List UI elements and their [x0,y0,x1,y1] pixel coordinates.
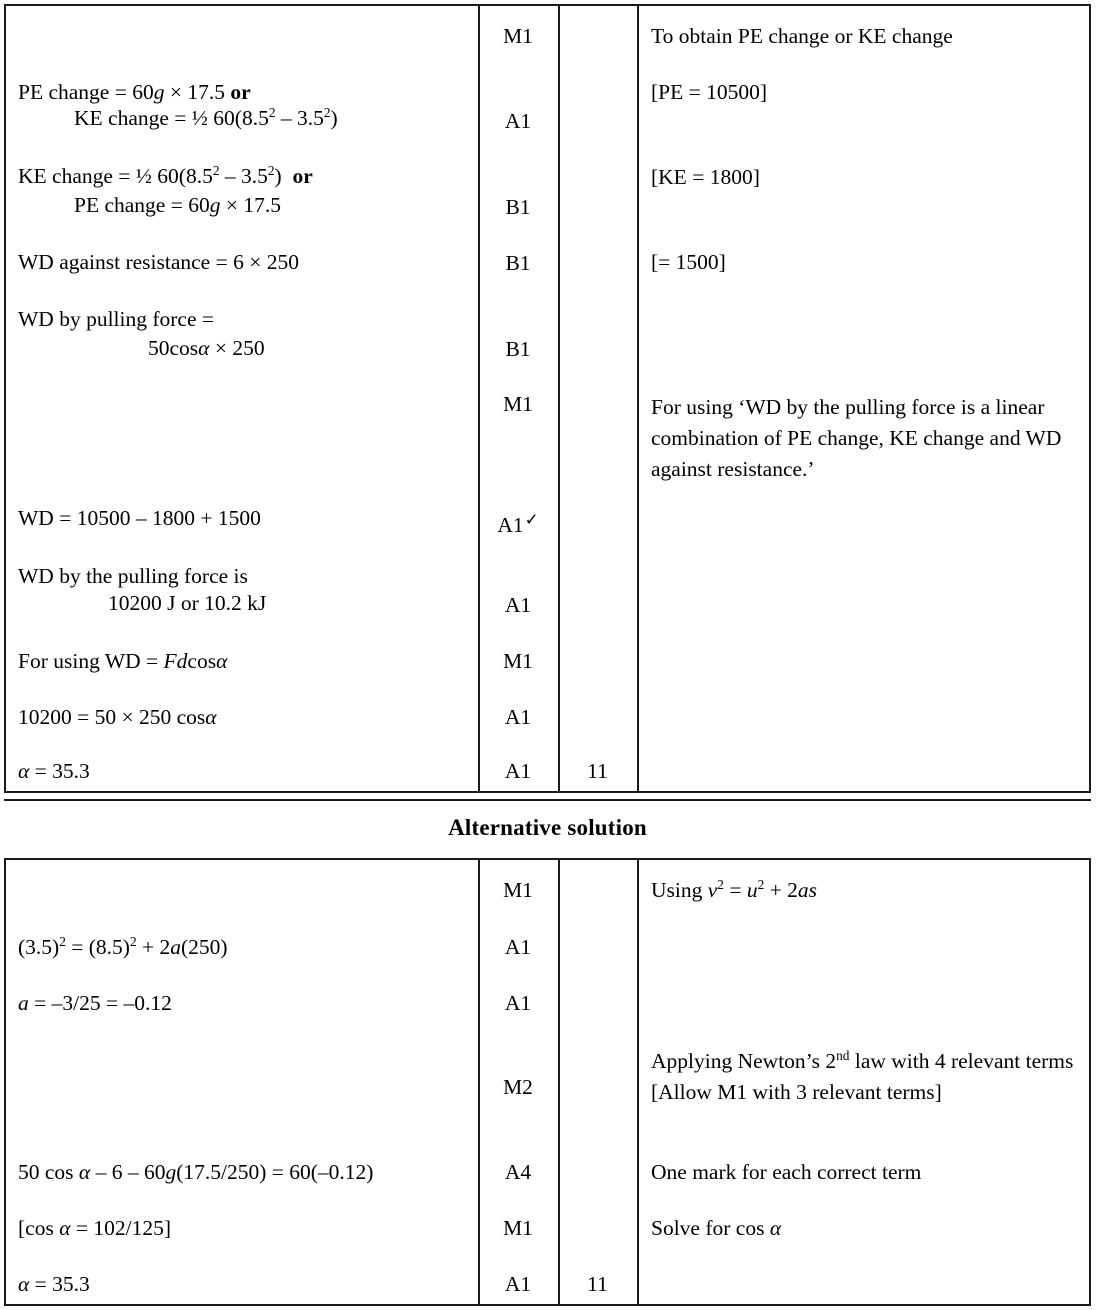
mark-code: A1 [504,1272,532,1296]
working-entry: WD against resistance = 6 × 250 [18,250,299,274]
examiner-note: One mark for each correct term [651,1160,922,1184]
working-entry: α = 35.3 [18,759,90,783]
examiner-note: [KE = 1800] [651,165,760,189]
mark-code: B1 [505,195,531,219]
mark-code: A1 [504,759,532,783]
examiner-note: Solve for cos α [651,1216,782,1240]
examiner-note: [PE = 10500] [651,80,768,104]
column-rule-totals [558,6,560,791]
working-entry: 50cosα × 250 [148,336,265,360]
mark-total: 11 [587,759,608,783]
working-entry: a = –3/25 = –0.12 [18,991,172,1015]
working-entry: 50 cos α – 6 – 60g(17.5/250) = 60(–0.12) [18,1160,374,1184]
alternative-solution-band [4,800,1091,856]
working-entry: 10200 = 50 × 250 cosα [18,705,217,729]
mark-total: 11 [587,1272,608,1296]
mark-code: M1 [503,1216,533,1240]
mark-code: M1 [503,649,533,673]
examiner-note: Applying Newton’s 2nd law with 4 relevant terms [Allow M1 with 3 relevant terms] [651,1047,1079,1104]
mark-code: B1 [505,251,531,275]
examiner-note: Using $v^2 = u^2 + 2as$ [651,876,818,902]
mark-code: M1 [503,878,533,902]
working-entry: PE change = 60g × 17.5 or [18,80,251,104]
mark-code: A1 [504,593,532,617]
working-entry: WD = 10500 – 1800 + 1500 [18,506,261,530]
working-entry: KE change = ½ $60(8.5^2 - 3.5^2)$ [74,104,338,130]
column-rule-totals [558,860,560,1304]
working-entry: KE change = ½ $60(8.5^2 - 3.5^2)$ or [18,162,313,188]
working-entry: $(3.5)^2 = (8.5)^2 + 2a(250)$ [18,933,228,959]
mark-code: A1 [504,109,532,133]
mark-code: A4 [504,1160,532,1184]
mark-code-with-tick [478,507,558,538]
check-icon: ✓ [524,509,539,529]
working-entry: WD by pulling force = [18,307,215,331]
column-rule-notes [637,6,639,791]
working-entry: WD by the pulling force is [18,564,248,588]
working-entry: α = 35.3 [18,1272,90,1296]
examiner-note: To obtain PE change or KE change [651,24,953,48]
working-entry: [cos α = 102/125] [18,1216,172,1240]
working-entry: For using WD = Fdcosα [18,649,228,673]
examiner-note: For using ‘WD by the pulling force is a linear combination of PE change, KE change and WD against resistance.’ [651,395,1067,481]
working-entry: PE change = 60g × 17.5 [74,193,281,217]
mark-code: A1 [504,935,532,959]
mark-code-text: A1 [497,513,524,538]
working-entry: 10200 J or 10.2 kJ [108,591,267,615]
mark-code: B1 [505,337,531,361]
alternative-solution-heading: Alternative solution [448,815,647,840]
examiner-note: [= 1500] [651,250,726,274]
mark-scheme-table-alternative [4,858,1091,1306]
mark-code: M1 [503,392,533,416]
mark-code: A1 [504,991,532,1015]
mark-code: M1 [503,24,533,48]
mark-code: A1 [504,705,532,729]
mark-code: M2 [503,1075,533,1099]
mark-scheme-table-primary [4,4,1091,793]
column-rule-notes [637,860,639,1304]
